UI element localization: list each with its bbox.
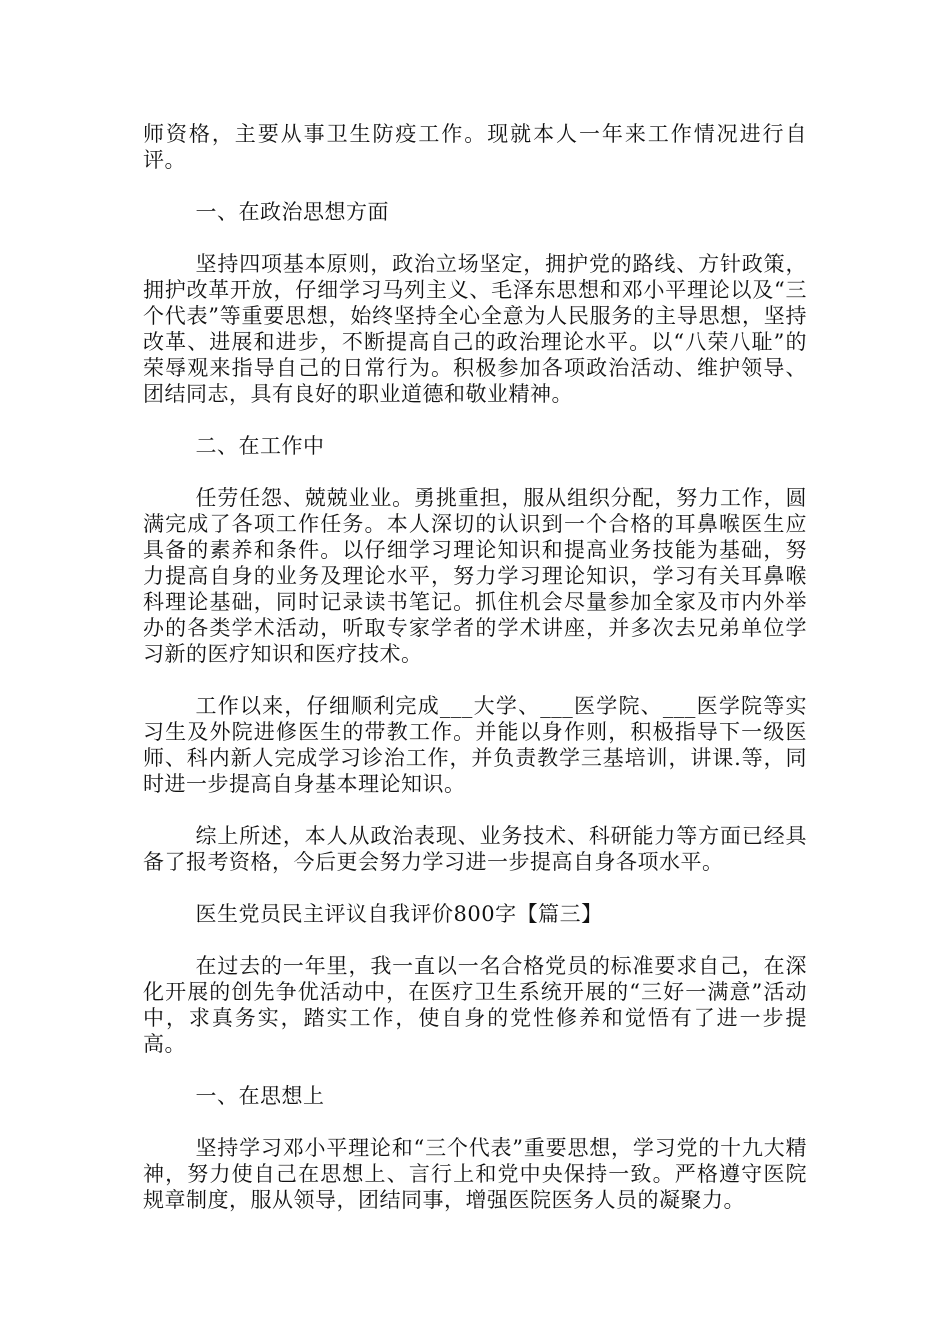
article-title-part-three: 医生党员民主评议自我评价800字【篇三】	[195, 902, 603, 926]
document-body	[143, 121, 807, 1239]
section-heading-work: 二、在工作中	[195, 434, 325, 458]
paragraph-intro-continuation: 师资格，主要从事卫生防疫工作。现就本人一年来工作情况进行自评。	[143, 122, 807, 172]
paragraph-work: 任劳任怨、兢兢业业。勇挑重担，服从组织分配，努力工作，圆满完成了各项工作任务。本人深切的认识到一个合格的耳鼻喉医生应具备的素养和条件。以仔细学习理论知识和提高业务技能为基础，努力提高自身的业务及理论水平，努力学习理论知识，学习有关耳鼻喉科理论基础，同时记录读书笔记。抓住机会尽量参加全家及市内外举办的各类学术活动，听取专家学者的学术讲座，并多次去兄弟单位学习新的医疗知识和医疗技术。	[143, 486, 807, 666]
paragraph-political: 坚持四项基本原则，政治立场坚定，拥护党的路线、方针政策，拥护改革开放，仔细学习马列主义、毛泽东思想和邓小平理论以及“三个代表”等重要思想，始终坚持全心全意为人民服务的主导思想，坚持改革、进展和进步，不断提高自己的政治理论水平。以“八荣八耻”的荣辱观来指导自己的日常行为。积极参加各项政治活动、维护领导、团结同志，具有良好的职业道德和敬业精神。	[143, 252, 807, 406]
section-heading-political: 一、在政治思想方面	[195, 200, 389, 224]
paragraph-thought: 坚持学习邓小平理论和“三个代表”重要思想，学习党的十九大精神，努力使自己在思想上、言行上和党中央保持一致。严格遵守医院规章制度，服从领导，团结同事，增强医院医务人员的凝聚力。	[143, 1136, 807, 1212]
paragraph-past-year: 在过去的一年里，我一直以一名合格党员的标准要求自己，在深化开展的创先争优活动中，在医疗卫生系统开展的“三好一满意”活动中，求真务实，踏实工作，使自身的党性修养和觉悟有了进一步提高。	[143, 954, 807, 1056]
section-heading-thought: 一、在思想上	[195, 1084, 325, 1108]
paragraph-teaching: 工作以来，仔细顺利完成___大学、___医学院、___医学院等实习生及外院进修医生的带教工作。并能以身作则，积极指导下一级医师、科内新人完成学习诊治工作，并负责教学三基培训，讲课.等，同时进一步提高自身基本理论知识。	[143, 694, 807, 796]
paragraph-summary: 综上所述，本人从政治表现、业务技术、科研能力等方面已经具备了报考资格，今后更会努力学习进一步提高自身各项水平。	[143, 824, 807, 874]
